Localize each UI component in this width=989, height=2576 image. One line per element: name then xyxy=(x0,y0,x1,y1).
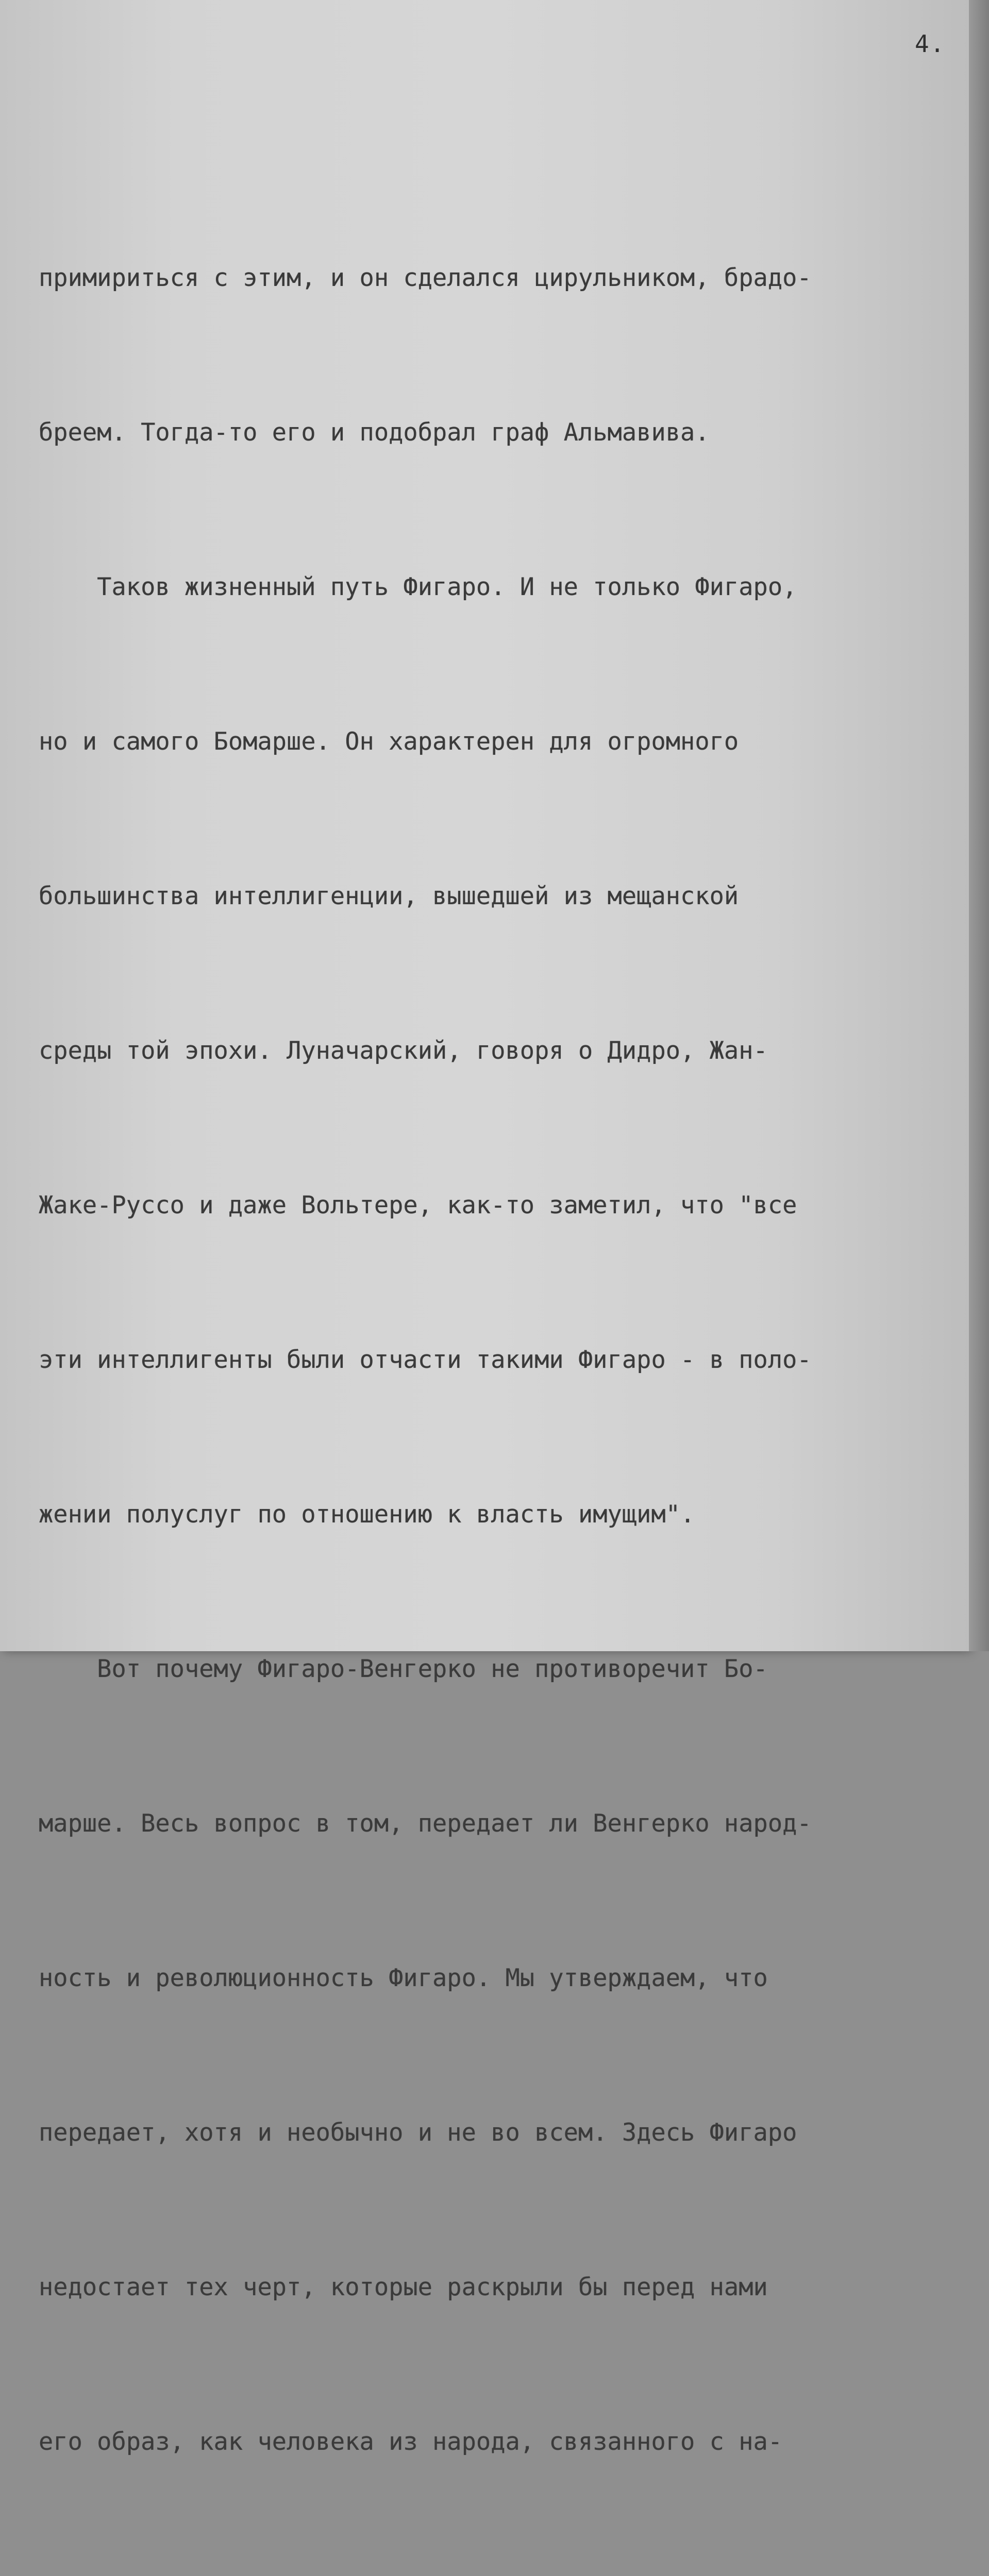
text-line: примириться с этим, и он сделался цирульником, брадо- xyxy=(39,264,812,292)
text-line: ность и революционность Фигаро. Мы утверждаем, что xyxy=(39,1964,768,1992)
text-line: Жаке-Руссо и даже Вольтере, как-то заметил, что "все xyxy=(39,1191,797,1219)
text-line: но и самого Бомарше. Он характерен для огромного xyxy=(39,727,739,756)
page-edge-shadow xyxy=(969,0,989,1651)
text-line: передает, хотя и необычно и не во всем. Здесь Фигаро xyxy=(39,2119,797,2147)
text-line: его образ, как человека из народа, связанного с на- xyxy=(39,2428,783,2456)
text-line: большинства интеллигенции, вышедшей из мещанской xyxy=(39,882,739,910)
text-line xyxy=(39,2571,961,2576)
text-line: бреем. Тогда-то его и подобрал граф Альмавива. xyxy=(39,418,710,447)
body-text xyxy=(39,149,961,2576)
text-line: Таков жизненный путь Фигаро. И не только Фигаро, xyxy=(39,573,797,601)
text-line: среды той эпохи. Луначарский, говоря о Дидро, Жан- xyxy=(39,1037,768,1065)
text-line: эти интеллигенты были отчасти такими Фигаро - в поло- xyxy=(39,1346,812,1374)
text-line: недостает тех черт, которые раскрыли бы перед нами xyxy=(39,2273,768,2301)
page-number: 4. xyxy=(915,30,946,58)
text-line: жении полуслуг по отношению к власть имущим". xyxy=(39,1500,695,1529)
text-line: Вот почему Фигаро-Венгерко не противоречит Бо- xyxy=(39,1655,768,1683)
text-line: марше. Весь вопрос в том, передает ли Венгерко народ- xyxy=(39,1809,812,1838)
